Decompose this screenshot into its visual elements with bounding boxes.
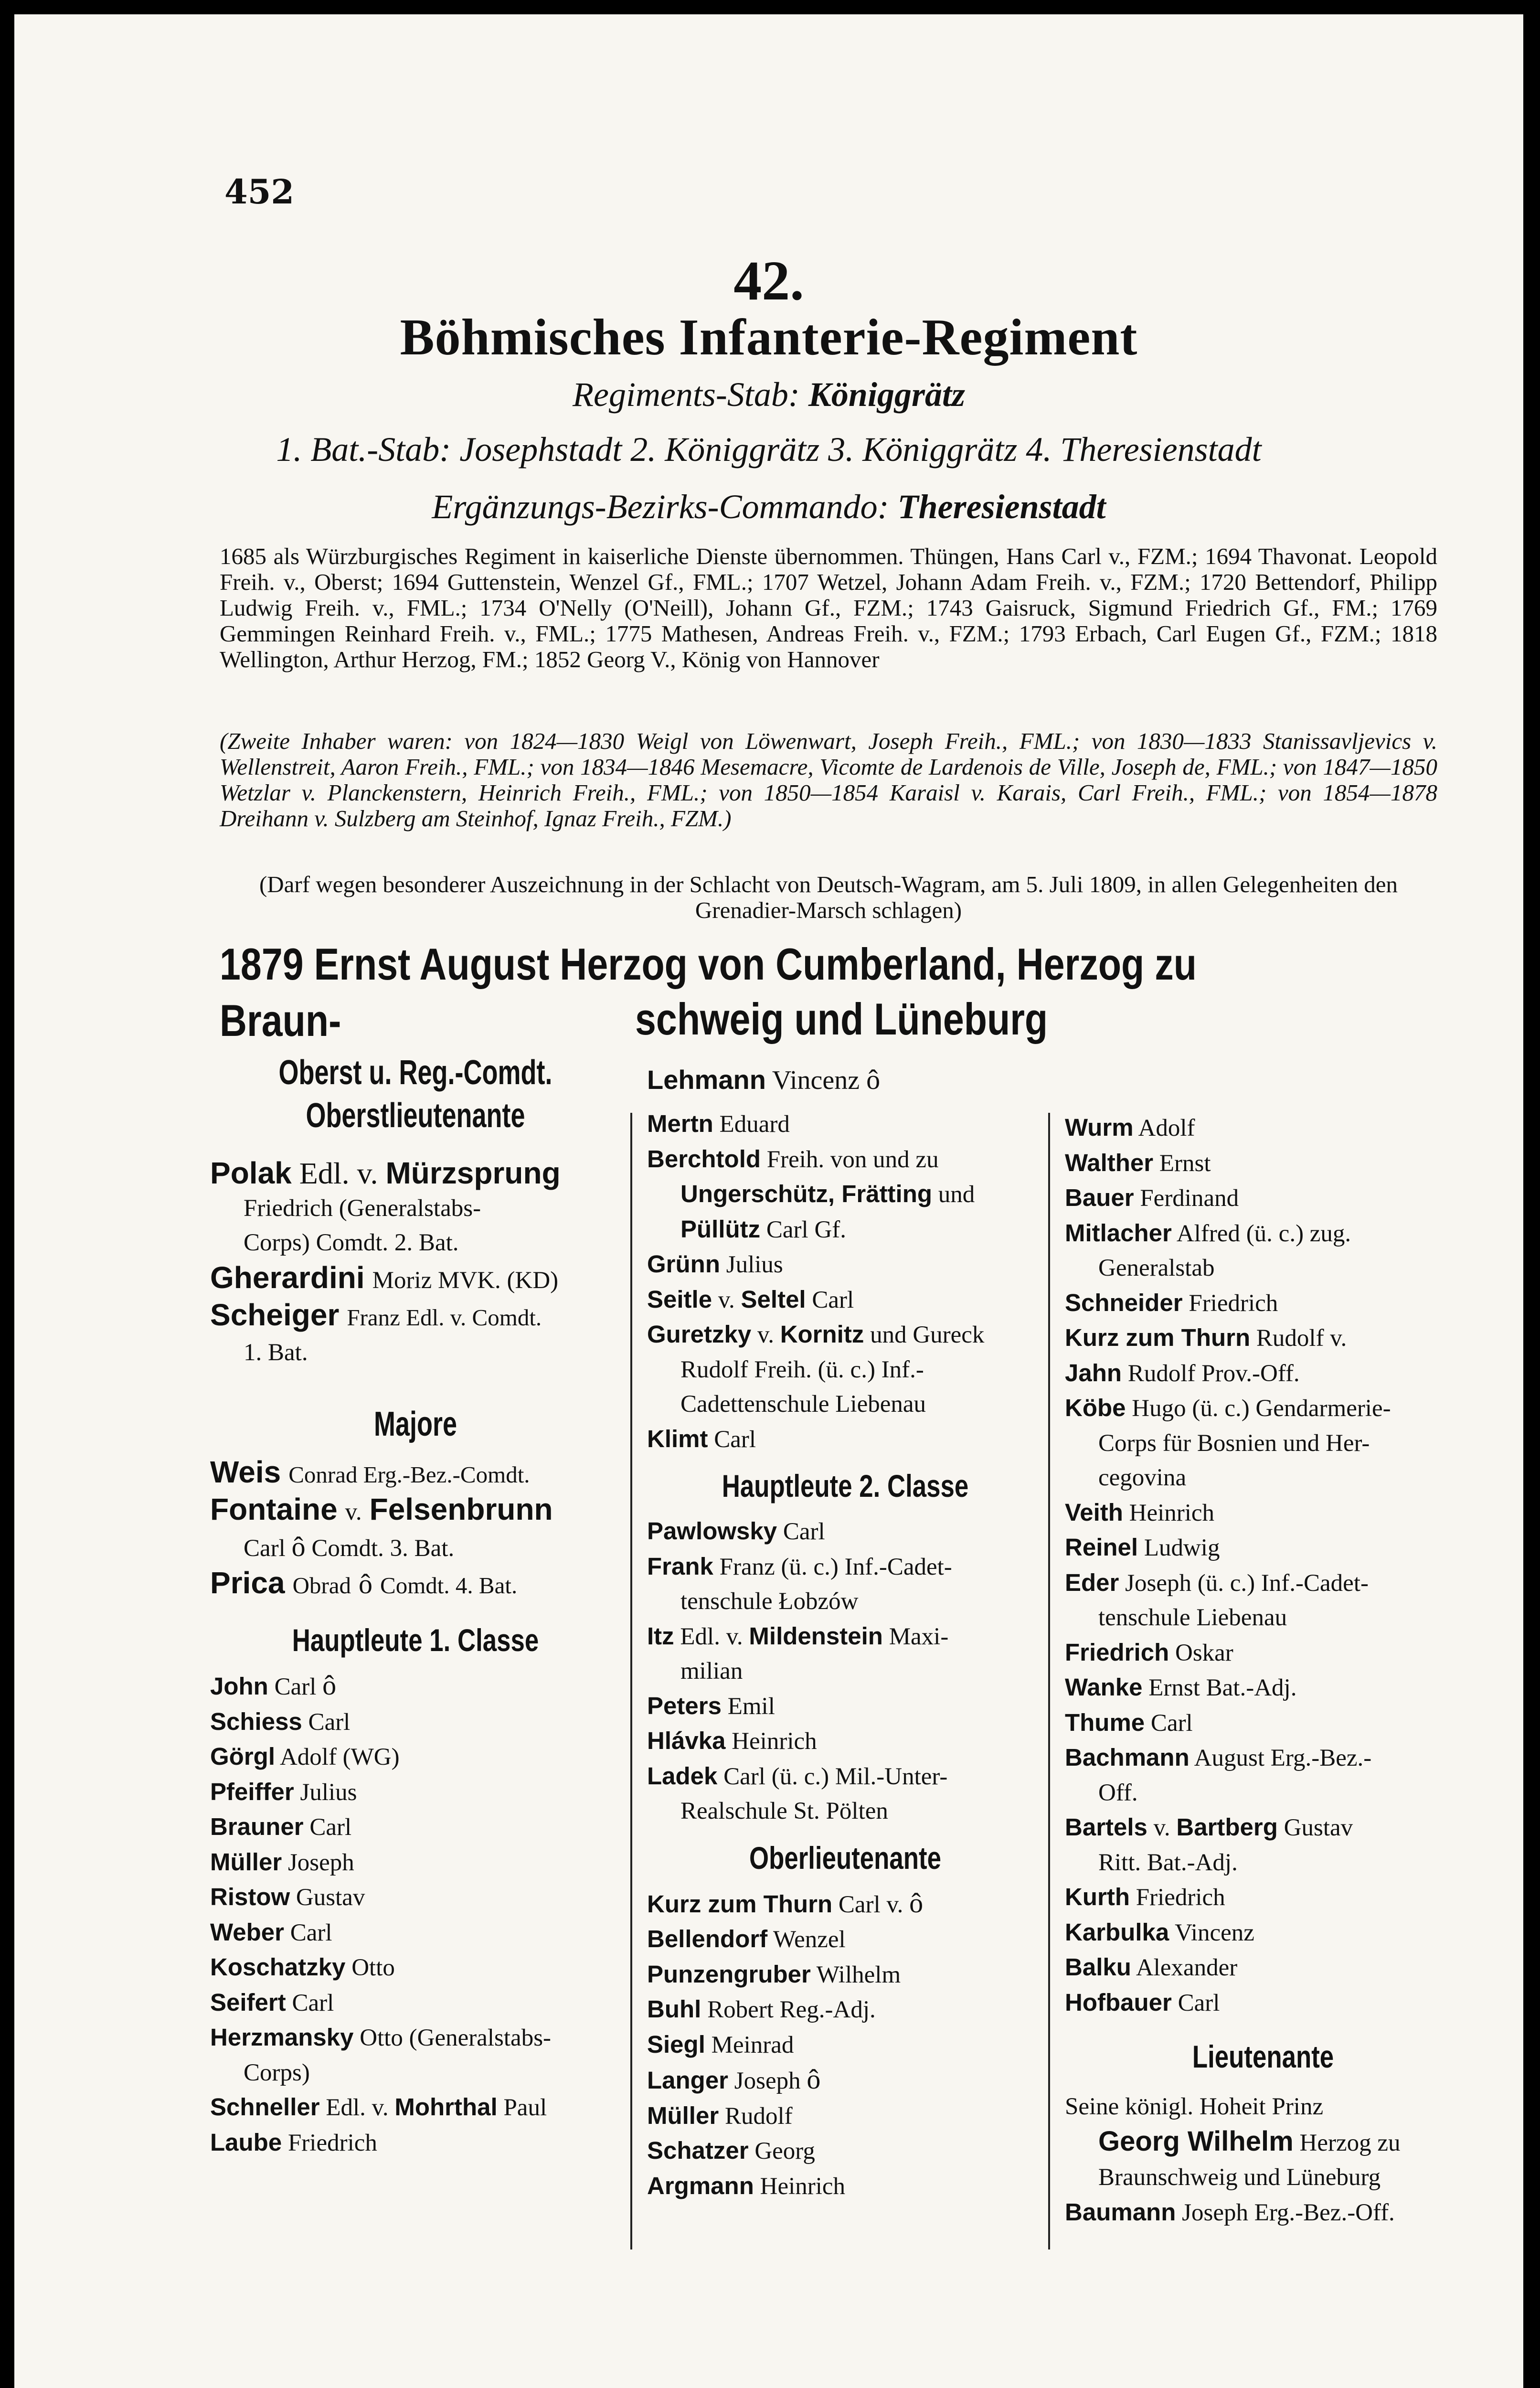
officer-surname: Veith <box>1065 1498 1123 1526</box>
roster-entry <box>647 2062 1043 2099</box>
officer-details: Ernst <box>1159 1150 1211 1177</box>
officer-details: und <box>938 1181 975 1208</box>
roster-entry <box>647 1992 1043 2027</box>
gherardini-rest: Moriz MVK. (KD) <box>372 1267 559 1294</box>
officer-details: Freih. von und zu <box>766 1146 939 1173</box>
officer-details: Corps) <box>244 2059 310 2086</box>
officer-details: Friedrich <box>287 2129 377 2156</box>
roster-entry <box>1065 1391 1461 1426</box>
hauptleute-2-list <box>647 1514 1043 1829</box>
officer-surname: Kurth <box>1065 1883 1130 1910</box>
officer-surname: Ungerschütz, Frätting <box>680 1180 933 1207</box>
officer-surname: Schatzer <box>647 2137 749 2164</box>
officer-surname: Buhl <box>647 1995 701 2023</box>
officer-details: Vincenz <box>1175 1919 1254 1946</box>
lieutenant-prince-line-3: Braunschweig und Lüneburg <box>1098 2164 1381 2191</box>
baumann-name: Baumann <box>1065 2198 1176 2226</box>
officer-predicate: Mildenstein <box>749 1622 883 1650</box>
fontaine-entry <box>210 1492 621 1530</box>
officer-details: Franz (ü. c.) Inf.-Cadet- <box>719 1553 952 1580</box>
roster-entry <box>1065 1810 1461 1845</box>
scheiger-name: Scheiger <box>210 1298 340 1332</box>
erg-city: Theresienstadt <box>897 488 1106 526</box>
officer-predicate: Kornitz <box>780 1321 864 1348</box>
roster-entry <box>647 2133 1043 2169</box>
officer-details: Adolf (WG) <box>279 1744 400 1770</box>
officer-details: Realschule St. Pölten <box>680 1798 888 1824</box>
officer-surname: Balku <box>1065 1953 1131 1981</box>
officer-surname: Peters <box>647 1692 722 1719</box>
roster-entry <box>647 1584 1043 1619</box>
officer-surname: Müller <box>210 1848 282 1876</box>
officer-details: Heinrich <box>760 2173 846 2200</box>
officer-details: Emil <box>727 1693 775 1720</box>
officer-surname: Pawlowsky <box>647 1517 777 1545</box>
roster-entry <box>647 1689 1043 1724</box>
officer-details: Carl <box>1150 1709 1193 1737</box>
officer-details: v. <box>757 1322 774 1348</box>
column-divider-right <box>1048 1113 1050 2249</box>
polak-name2: Mürzsprung <box>385 1156 561 1190</box>
roster-entry <box>1065 1321 1461 1356</box>
roster-entry <box>1065 1776 1461 1811</box>
officer-surname: Bartels <box>1065 1813 1147 1841</box>
officer-surname: Eder <box>1065 1568 1119 1596</box>
fontaine-line-2 <box>210 1530 621 1566</box>
roster-entry <box>210 1915 621 1951</box>
prince-name: Georg Wilhelm <box>1098 2125 1294 2157</box>
officer-surname: Bauer <box>1065 1184 1134 1211</box>
roster-entry <box>1065 1286 1461 1321</box>
officer-surname: Bellendorf <box>647 1925 768 1952</box>
page-number: 452 <box>224 172 295 212</box>
prica-a: Obrad <box>292 1572 351 1599</box>
officer-details: Otto (Generalstabs- <box>360 2025 552 2051</box>
officer-predicate: Seltel <box>741 1285 806 1313</box>
officer-details: v. <box>718 1286 735 1313</box>
baumann-entry <box>1065 2195 1461 2230</box>
oberlieutenante-continued-list <box>1065 1110 1461 2020</box>
oberstlt-heading: Oberstlieutenante <box>306 1097 525 1135</box>
baumann-rest: Joseph Erg.-Bez.-Off. <box>1182 2199 1395 2226</box>
officer-details-2: Carl <box>812 1286 854 1313</box>
officer-surname: Klimt <box>647 1425 708 1452</box>
officer-surname: Brauner <box>210 1813 304 1840</box>
scheiger-entry <box>210 1298 621 1335</box>
roster-entry <box>210 2020 621 2056</box>
polak-entry <box>210 1156 621 1191</box>
officer-surname: Herzmansky <box>210 2024 354 2051</box>
officer-surname: Itz <box>647 1622 674 1650</box>
officer-details: Ferdinand <box>1140 1185 1239 1212</box>
officer-surname: Pfeiffer <box>210 1778 294 1805</box>
roster-entry <box>647 1353 1043 1387</box>
stab-city: Königgrätz <box>808 375 965 414</box>
officer-surname: Köbe <box>1065 1394 1126 1421</box>
officer-details: Eduard <box>719 1111 790 1138</box>
fontaine-mid: v. <box>345 1499 362 1525</box>
officer-details: Carl <box>783 1518 825 1545</box>
fontaine-name2: Felsenbrunn <box>369 1492 553 1526</box>
scheiger-rest: Franz Edl. v. Comdt. <box>347 1304 542 1331</box>
officer-details: Edl. v. <box>680 1623 743 1650</box>
officer-details: Carl <box>292 1989 334 2016</box>
officer-surname: Schneller <box>210 2093 320 2121</box>
roster-entry <box>647 2099 1043 2134</box>
grenadier-note: (Darf wegen besonderer Auszeichnung in der Schlacht von Deutsch-Wagram, am 5. Juli 1809, in allen Gelegenheiten den Grenadier-Marsch schlagen) <box>259 871 1398 923</box>
erg-label: Ergänzungs-Bezirks-Commando: <box>432 488 889 526</box>
officer-surname: Argmann <box>647 2172 754 2199</box>
officer-surname: Hlávka <box>647 1727 726 1754</box>
officer-details: Oskar <box>1175 1639 1233 1666</box>
roster-entry <box>647 1212 1043 1247</box>
officer-details: Ludwig <box>1144 1535 1220 1561</box>
lehmann-rest: Vincenz <box>772 1066 860 1095</box>
roster-entry <box>210 1810 621 1845</box>
decoration-icon: ô <box>866 1064 881 1095</box>
officer-details: Carl <box>274 1674 317 1700</box>
roster-entry <box>647 1619 1043 1654</box>
officer-details-2: und Gureck <box>870 1322 985 1348</box>
roster-entry <box>647 1794 1043 1829</box>
officer-details: Meinrad <box>711 2031 794 2058</box>
document-page <box>14 14 1523 2388</box>
lehmann-entry <box>647 1063 1043 1107</box>
column-3 <box>1065 1110 1461 2230</box>
officer-surname: Schneider <box>1065 1289 1183 1316</box>
officer-details: tenschule Łobzów <box>680 1588 859 1615</box>
owner-line-2: schweig und Lüneburg <box>635 994 1048 1044</box>
officer-details: Alfred (ü. c.) zug. <box>1176 1220 1351 1247</box>
officer-details: Friedrich <box>1189 1290 1278 1317</box>
polak-mid: Edl. v. <box>299 1156 378 1190</box>
column-1 <box>210 1055 621 2160</box>
officer-surname: Langer <box>647 2067 729 2094</box>
officer-surname: Püllütz <box>680 1215 761 1243</box>
officer-details: Corps für Bosnien und Her- <box>1098 1429 1370 1457</box>
roster-entry <box>1065 1915 1461 1951</box>
roster-entry <box>1065 1356 1461 1391</box>
roster-entry <box>210 1775 621 1810</box>
majore-heading: Majore <box>373 1405 457 1443</box>
officer-details: Robert Reg.-Adj. <box>707 1996 876 2023</box>
officer-surname: Wanke <box>1065 1674 1143 1701</box>
officer-details: Rudolf Prov.-Off. <box>1127 1360 1300 1387</box>
roster-entry <box>1065 1461 1461 1495</box>
hauptleute-1-list <box>210 1668 621 2160</box>
officer-surname: Friedrich <box>1065 1638 1169 1666</box>
second-owners-paragraph: (Zweite Inhaber waren: von 1824—1830 Weigl von Löwenwart, Joseph Freih., FML.; von 1830—1833 Stanissavljevics v. Wellenstreit, Aaron Freih., FML.; von 1834—1846 Mesemacre, Vicomte de Lardenois de Ville, Joseph de, FML.; von 1847—1850 Wetzlar v. Planckenstern, Heinrich Freih., FML.; von 1850—1854 Karaisl v. Karais, Carl Freih., FML.; von 1854—1878 Dreihann v. Sulzberg am Steinhof, Ignaz Freih., FZM.) <box>220 728 1437 832</box>
officer-surname: Seifert <box>210 1988 286 2016</box>
officer-details: Alexander <box>1136 1954 1238 1981</box>
roster-entry <box>647 1957 1043 1993</box>
officer-details-2: Maxi- <box>889 1623 949 1650</box>
roster-entry <box>1065 1146 1461 1181</box>
roster-entry <box>647 1922 1043 1957</box>
officer-surname: Guretzky <box>647 1321 752 1348</box>
fontaine-l2b: Comdt. 3. Bat. <box>311 1535 455 1562</box>
lieutenant-prince-line-2 <box>1065 2124 1461 2161</box>
roster-entry <box>1065 1706 1461 1741</box>
officer-surname: Görgl <box>210 1743 275 1770</box>
officer-details: Joseph <box>287 1849 354 1876</box>
officer-details: Edl. v. <box>326 2094 389 2121</box>
officer-details: v. <box>1153 1814 1170 1841</box>
officer-surname: John <box>210 1673 268 1700</box>
roster-entry <box>647 1317 1043 1353</box>
officer-surname: Müller <box>647 2101 719 2129</box>
officer-details: Wenzel <box>773 1926 846 1953</box>
roster-entry <box>210 1739 621 1775</box>
prince-rest: Herzog zu <box>1299 2129 1401 2156</box>
roster-entry <box>647 1422 1043 1457</box>
officer-details: Carl (ü. c.) Mil.-Unter- <box>723 1763 948 1790</box>
officer-surname: Thume <box>1065 1708 1145 1736</box>
officer-details: Friedrich <box>1136 1884 1225 1911</box>
roster-entry <box>210 1880 621 1915</box>
officer-details: cegovina <box>1098 1464 1187 1491</box>
officer-details: Carl <box>1178 1989 1220 2016</box>
hauptleute-2-heading: Hauptleute 2. Classe <box>722 1468 969 1503</box>
officer-details: Adolf <box>1138 1115 1195 1141</box>
officer-details: Gustav <box>296 1884 365 1911</box>
officer-details: Carl <box>290 1919 332 1946</box>
officer-details: Hugo (ü. c.) Gendarmerie- <box>1132 1395 1391 1422</box>
officer-details: milian <box>680 1658 743 1684</box>
roster-entry <box>647 1282 1043 1318</box>
officer-details: Off. <box>1098 1779 1138 1806</box>
decoration-icon: ô <box>322 1670 337 1701</box>
officer-details: Wilhelm <box>816 1961 901 1988</box>
officer-surname: Mertn <box>647 1110 713 1137</box>
roster-entry <box>210 1705 621 1740</box>
polak-line-3: Corps) Comdt. 2. Bat. <box>244 1229 459 1256</box>
roster-entry <box>647 1387 1043 1422</box>
owner-line-1: 1879 Ernst August Herzog von Cumberland, Herzog zu Braun- <box>220 939 1197 1045</box>
gherardini-entry <box>210 1260 621 1298</box>
roster-entry <box>210 2125 621 2161</box>
officer-details: Julius <box>300 1779 357 1806</box>
officer-surname: Wurm <box>1065 1114 1134 1141</box>
roster-entry <box>1065 1251 1461 1286</box>
roster-entry <box>1065 1600 1461 1635</box>
roster-entry <box>647 2027 1043 2063</box>
officer-details-2: Gustav <box>1284 1814 1353 1841</box>
lieutenant-prince-line-1: Seine königl. Hoheit Prinz <box>1065 2093 1324 2120</box>
officer-details: Rudolf <box>724 2102 793 2130</box>
column-2 <box>647 1063 1043 2204</box>
lieutenante-heading: Lieutenante <box>1192 2039 1334 2074</box>
officer-details: Rudolf Freih. (ü. c.) Inf.- <box>680 1356 924 1383</box>
roster-entry <box>1065 1880 1461 1915</box>
officer-details: Cadettenschule Liebenau <box>680 1391 926 1418</box>
polak-name: Polak <box>210 1156 292 1190</box>
officer-details: Joseph <box>734 2068 801 2094</box>
officer-details: Heinrich <box>732 1728 817 1755</box>
officer-predicate: Mohrthal <box>394 2093 498 2121</box>
decoration-icon: ô <box>807 2064 821 2095</box>
roster-entry <box>1065 1110 1461 1146</box>
roster-entry <box>647 2169 1043 2204</box>
officer-surname: Schiess <box>210 1707 302 1735</box>
roster-entry <box>647 1886 1043 1922</box>
column-divider-left <box>630 1113 632 2249</box>
officer-surname: Walther <box>1065 1149 1154 1176</box>
oberstlt-continued-list <box>647 1107 1043 1457</box>
officer-surname: Berchtold <box>647 1145 761 1173</box>
roster-entry <box>647 1759 1043 1794</box>
officer-surname: Punzengruber <box>647 1960 811 1988</box>
regiment-title: Böhmisches Infanterie-Regiment <box>400 309 1138 366</box>
prica-entry <box>210 1566 621 1623</box>
officer-surname: Ladek <box>647 1762 718 1790</box>
roster-entry <box>210 1950 621 1985</box>
roster-entry <box>1065 1216 1461 1251</box>
fontaine-name: Fontaine <box>210 1492 338 1526</box>
officer-details: Carl <box>308 1708 350 1736</box>
roster-entry <box>1065 1985 1461 2021</box>
regiment-stab-line <box>14 375 1523 415</box>
officer-details: Carl Gf. <box>766 1216 847 1243</box>
officer-surname: Frank <box>647 1552 713 1580</box>
officer-surname: Weber <box>210 1918 284 1946</box>
roster-entry <box>210 2090 621 2125</box>
officer-surname: Hofbauer <box>1065 1988 1172 2016</box>
roster-entry <box>210 1668 621 1705</box>
officer-details: Georg <box>754 2138 815 2164</box>
oberst-heading: Oberst u. Reg.-Comdt. <box>278 1054 552 1092</box>
lehmann-name: Lehmann <box>647 1065 766 1095</box>
officer-details: Otto <box>351 1954 395 1981</box>
scheiger-line-2: 1. Bat. <box>244 1339 308 1366</box>
regiment-number: 42. <box>733 249 804 312</box>
roster-entry <box>647 1654 1043 1689</box>
polak-line-2: Friedrich (Generalstabs- <box>244 1194 481 1222</box>
decoration-icon: ô <box>909 1887 924 1919</box>
officer-details: Rudolf v. <box>1256 1325 1347 1352</box>
roster-entry <box>210 1985 621 2021</box>
officer-surname: Kurz zum Thurn <box>647 1890 833 1918</box>
roster-entry <box>647 1177 1043 1212</box>
roster-entry <box>647 1247 1043 1282</box>
weis-rest: Conrad Erg.-Bez.-Comdt. <box>288 1461 530 1488</box>
officer-surname: Jahn <box>1065 1359 1122 1386</box>
prica-b: Comdt. 4. Bat. <box>380 1572 518 1599</box>
officer-surname: Karbulka <box>1065 1918 1169 1946</box>
officer-details: Carl <box>714 1426 756 1453</box>
officer-predicate: Bartberg <box>1176 1813 1278 1841</box>
officer-surname: Ristow <box>210 1883 290 1910</box>
officer-surname: Reinel <box>1065 1534 1138 1561</box>
erganzung-line <box>14 487 1523 527</box>
officer-surname: Kurz zum Thurn <box>1065 1324 1251 1351</box>
officer-surname: Grünn <box>647 1250 720 1278</box>
oberlieutenante-heading: Oberlieutenante <box>749 1840 941 1876</box>
weis-name: Weis <box>210 1454 281 1489</box>
roster-entry <box>1065 1845 1461 1880</box>
officer-details: Ritt. Bat.-Adj. <box>1098 1849 1238 1876</box>
fontaine-l2a: Carl <box>244 1535 286 1562</box>
roster-entry <box>647 1514 1043 1549</box>
roster-entry <box>647 1142 1043 1177</box>
oberlieutenante-list <box>647 1886 1043 2204</box>
battalion-stab-line: 1. Bat.-Stab: Josephstadt 2. Königgrätz 3. Königgrätz 4. Theresienstadt <box>276 430 1262 469</box>
roster-entry <box>1065 1740 1461 1776</box>
officer-details: Carl v. <box>838 1891 903 1918</box>
officer-surname: Siegl <box>647 2030 705 2058</box>
officer-surname: Bachmann <box>1065 1744 1190 1771</box>
roster-entry <box>1065 1495 1461 1531</box>
officer-details: Heinrich <box>1129 1499 1215 1526</box>
roster-entry <box>1065 1566 1461 1601</box>
prica-name: Prica <box>210 1566 285 1600</box>
officer-details-2: Paul <box>503 2094 547 2121</box>
roster-entry <box>210 2056 621 2090</box>
officer-details: Carl <box>309 1814 352 1841</box>
officer-surname: Koschatzky <box>210 1953 346 1981</box>
officer-details: Ernst Bat.-Adj. <box>1148 1674 1297 1701</box>
roster-entry <box>647 1107 1043 1142</box>
roster-entry <box>1065 1950 1461 1985</box>
officer-details: Generalstab <box>1098 1255 1215 1281</box>
officer-surname: Seitle <box>647 1285 712 1313</box>
stab-label: Regiments-Stab: <box>573 375 800 414</box>
history-paragraph: 1685 als Würzburgisches Regiment in kaiserliche Dienste übernommen. Thüngen, Hans Carl v., FZM.; 1694 Thavonat. Leopold Freih. v., Oberst; 1694 Guttenstein, Wenzel Gf., FML.; 1707 Wetzel, Johann Adam Freih. v., FZM.; 1720 Bettendorf, Philipp Ludwig Freih. v., FML.; 1734 O'Nelly (O'Neill), Johann Gf., FZM.; 1743 Gaisruck, Sigmund Friedrich Gf., FM.; 1769 Gemmingen Reinhard Freih. v., FML.; 1775 Mathesen, Andreas Freih. v., FZM.; 1793 Erbach, Carl Eugen Gf., FZM.; 1818 Wellington, Arthur Herzog, FM.; 1852 Georg V., König von Hannover <box>220 543 1437 672</box>
roster-entry <box>210 1845 621 1880</box>
officer-surname: Laube <box>210 2128 282 2156</box>
decoration-icon: ô <box>359 1568 373 1599</box>
roster-entry <box>1065 1670 1461 1706</box>
officer-surname: Mitlacher <box>1065 1219 1172 1247</box>
roster-entry <box>1065 1530 1461 1566</box>
officer-details: August Erg.-Bez.- <box>1194 1745 1372 1771</box>
hauptleute-1-heading: Hauptleute 1. Classe <box>292 1622 539 1658</box>
roster-entry <box>647 1549 1043 1585</box>
gherardini-name: Gherardini <box>210 1260 365 1295</box>
roster-entry <box>1065 1635 1461 1671</box>
roster-entry <box>647 1724 1043 1759</box>
officer-details: Joseph (ü. c.) Inf.-Cadet- <box>1125 1569 1369 1597</box>
decoration-icon: ô <box>291 1531 306 1562</box>
roster-entry <box>1065 1181 1461 1216</box>
weis-entry <box>210 1455 621 1492</box>
officer-details: tenschule Liebenau <box>1098 1604 1287 1631</box>
officer-details: Julius <box>726 1251 783 1278</box>
roster-entry <box>1065 1426 1461 1461</box>
